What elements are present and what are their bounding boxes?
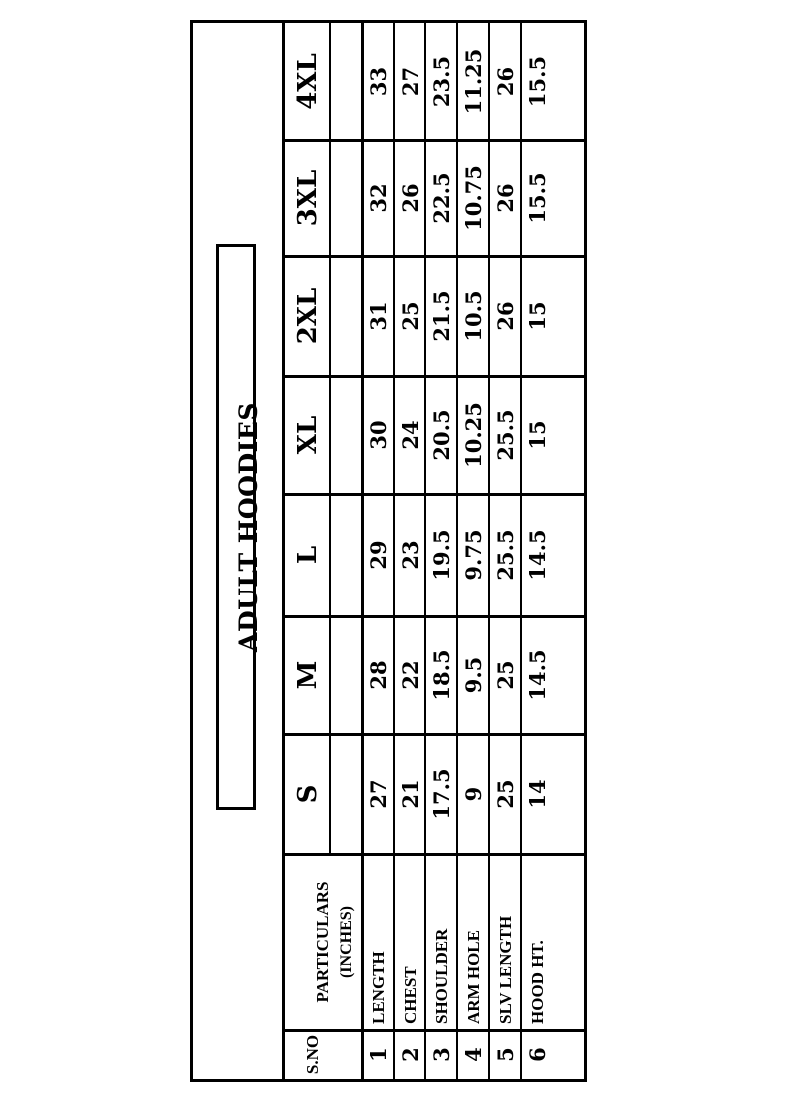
- row-value: 23: [398, 540, 423, 570]
- row-value: 32: [366, 183, 391, 213]
- row-value: 9.5: [461, 656, 486, 694]
- row-value: 25.5: [493, 409, 518, 461]
- row-value: 25: [493, 779, 518, 809]
- row-value: 22.5: [429, 172, 454, 224]
- size-chart-table: [190, 20, 587, 1082]
- row-label: SLV LENGTH: [495, 915, 515, 1024]
- row-value: 24: [398, 420, 423, 450]
- row-value: 15: [525, 420, 550, 450]
- row-value: 15: [525, 301, 550, 331]
- row-value: 21: [398, 779, 423, 809]
- row-value: 10.75: [461, 165, 486, 231]
- header-size-2xl: 2XL: [293, 287, 323, 345]
- row-value: 28: [366, 660, 391, 690]
- row-label: CHEST: [400, 966, 420, 1024]
- chart-title: ADULT HOODIES: [233, 402, 263, 652]
- header-top-rule: [282, 20, 285, 1082]
- row-value: 31: [366, 301, 391, 331]
- row-value: 25: [398, 301, 423, 331]
- row-value: 20.5: [429, 409, 454, 461]
- row-value: 9.75: [461, 529, 486, 581]
- row-value: 26: [398, 183, 423, 213]
- row-label: SHOULDER: [431, 928, 451, 1024]
- row-value: 11.25: [461, 48, 486, 115]
- row-value: 15.5: [525, 55, 550, 108]
- row-value: 19.5: [429, 529, 454, 581]
- row-value: 22: [398, 660, 423, 690]
- row-sno: 6: [525, 1047, 550, 1062]
- row-label: HOOD HT.: [527, 940, 547, 1024]
- row-sno: 5: [493, 1047, 518, 1062]
- row-value: 14.5: [525, 529, 550, 581]
- row-value: 33: [366, 66, 391, 97]
- row-value: 9: [461, 786, 486, 802]
- row-value: 27: [366, 779, 391, 809]
- row-value: 29: [366, 540, 391, 570]
- header-size-3xl: 3XL: [293, 169, 323, 227]
- header-size-s: S: [293, 784, 323, 804]
- row-value: 17.5: [429, 768, 454, 820]
- row-value: 26: [493, 183, 518, 213]
- header-size-4xl: 4XL: [293, 53, 323, 110]
- header-size-l: L: [293, 545, 323, 565]
- row-value: 25.5: [493, 529, 518, 581]
- row-value: 26: [493, 66, 518, 97]
- row-value: 30: [366, 420, 391, 450]
- row-value: 23.5: [429, 55, 454, 108]
- row-value: 10.5: [461, 290, 486, 342]
- row-value: 14.5: [525, 649, 550, 701]
- row-value: 21.5: [429, 290, 454, 342]
- row-value: 14: [525, 779, 550, 809]
- row-value: 25: [493, 660, 518, 690]
- row-sno: 2: [398, 1047, 423, 1062]
- row-sno: 1: [366, 1047, 391, 1062]
- row-value: 26: [493, 301, 518, 331]
- row-value: 15.5: [525, 172, 550, 224]
- row-sno: 4: [461, 1047, 486, 1062]
- header-unit: (INCHES): [338, 906, 355, 979]
- row-sno: 3: [429, 1047, 454, 1062]
- row-value: 18.5: [429, 649, 454, 701]
- header-size-rule: [329, 20, 331, 854]
- row-value: 27: [398, 66, 423, 97]
- row-label: ARM HOLE: [463, 930, 483, 1024]
- header-size-xl: XL: [293, 415, 323, 455]
- header-size-m: M: [293, 660, 323, 690]
- header-particulars: PARTICULARS: [312, 881, 332, 1003]
- header-sno: S.NO: [303, 1034, 322, 1075]
- row-label: LENGTH: [368, 951, 388, 1024]
- row-value: 10.25: [461, 402, 486, 468]
